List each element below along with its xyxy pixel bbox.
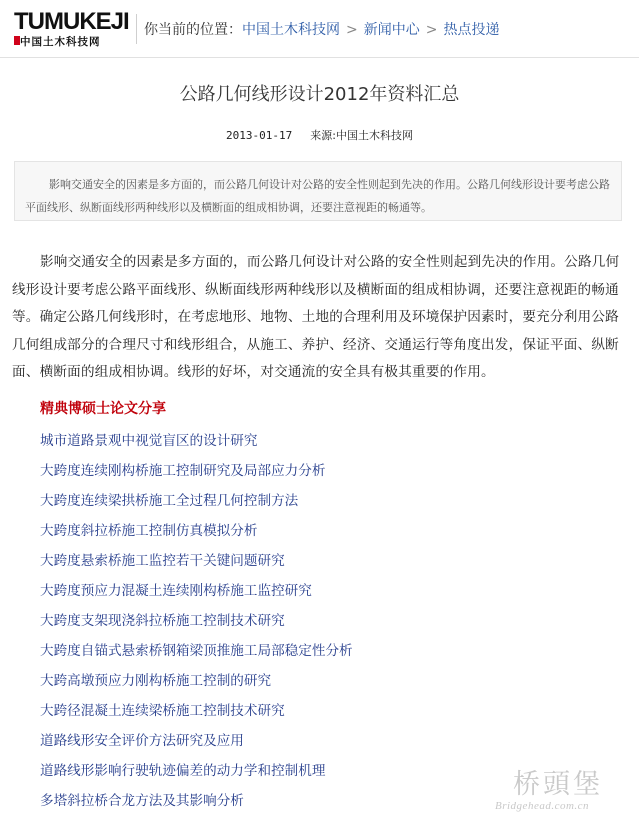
header-divider <box>136 14 137 44</box>
thesis-link[interactable]: 大跨径混凝土连续梁桥施工控制技术研究 <box>40 703 285 719</box>
article-body: 影响交通安全的因素是多方面的，而公路几何设计对公路的安全性则起到先决的作用。公路几何线形设计要考虑公路平面线形、纵断面线形两种线形以及横断面的组成相协调，还要注意视距的畅通等。确定公路几何线形时，在考虑地形、地物、土地的合理利用及环境保护因素时，要充分利用公路几何组成部分的合理尺寸和线形组合，从施工、养护、经济、交通运行等角度出发，保证平面、纵断面、横断面的组成相协调。线形的好坏，对交通流的安全具有极其重要的作用。 <box>12 254 620 380</box>
thesis-link[interactable]: 大跨高墩预应力刚构桥施工控制的研究 <box>40 673 272 689</box>
thesis-link-list <box>40 429 353 819</box>
breadcrumb-home-link[interactable]: 中国土木科技网 <box>242 22 340 38</box>
breadcrumb-separator: > <box>346 22 358 38</box>
breadcrumb-hot-link[interactable]: 热点投递 <box>443 22 500 38</box>
section-title: 精典博硕士论文分享 <box>40 401 166 417</box>
list-item <box>40 699 353 729</box>
thesis-link[interactable]: 大跨度连续刚构桥施工控制研究及局部应力分析 <box>40 463 326 479</box>
thesis-link[interactable]: 大跨度自锚式悬索桥钢箱梁顶推施工局部稳定性分析 <box>40 643 353 659</box>
logo-text: TUMUKEJI <box>14 8 129 35</box>
thesis-link[interactable]: 大跨度悬索桥施工监控若干关键问题研究 <box>40 553 285 569</box>
breadcrumb-news-link[interactable]: 新闻中心 <box>363 22 420 38</box>
article-title: 公路几何线形设计2012年资料汇总 <box>179 84 460 105</box>
list-item <box>40 669 353 699</box>
list-item <box>40 549 353 579</box>
list-item <box>40 729 353 759</box>
header-rule <box>0 57 639 58</box>
site-header <box>0 0 639 60</box>
list-item <box>40 519 353 549</box>
list-item <box>40 639 353 669</box>
list-item <box>40 759 353 789</box>
location-label: 你当前的位置： <box>144 22 242 38</box>
breadcrumb <box>144 19 499 39</box>
article-meta <box>0 127 639 143</box>
breadcrumb-separator: > <box>425 22 438 38</box>
thesis-link[interactable]: 道路线形安全评价方法研究及应用 <box>40 733 244 749</box>
watermark <box>495 762 635 818</box>
watermark-cn: 桥頭堡 <box>513 769 603 800</box>
list-item <box>40 429 353 459</box>
site-logo[interactable] <box>14 10 132 46</box>
article-source: 来源:中国土木科技网 <box>310 129 413 142</box>
thesis-link[interactable]: 大跨度支架现浇斜拉桥施工控制技术研究 <box>40 613 285 629</box>
list-item <box>40 489 353 519</box>
thesis-link[interactable]: 大跨度连续梁拱桥施工全过程几何控制方法 <box>40 493 299 509</box>
logo-subtitle: 中国土木科技网 <box>20 36 101 48</box>
list-item <box>40 609 353 639</box>
thesis-link[interactable]: 大跨度预应力混凝土连续刚构桥施工监控研究 <box>40 583 312 599</box>
thesis-link[interactable]: 道路线形影响行驶轨迹偏差的动力学和控制机理 <box>40 763 326 779</box>
list-item <box>40 579 353 609</box>
article-date: 2013-01-17 <box>226 129 293 142</box>
list-item <box>40 459 353 489</box>
thesis-link[interactable]: 多塔斜拉桥合龙方法及其影响分析 <box>40 793 244 809</box>
watermark-en: Bridgehead.com.cn <box>495 800 590 812</box>
thesis-link[interactable]: 大跨度斜拉桥施工控制仿真模拟分析 <box>40 523 258 539</box>
list-item <box>40 789 353 819</box>
thesis-link[interactable]: 城市道路景观中视觉盲区的设计研究 <box>40 433 258 449</box>
article-summary: 影响交通安全的因素是多方面的，而公路几何设计对公路的安全性则起到先决的作用。公路几何线形设计要考虑公路平面线形、纵断面线形两种线形以及横断面的组成相协调，还要注意视距的畅通等。 <box>14 161 622 221</box>
